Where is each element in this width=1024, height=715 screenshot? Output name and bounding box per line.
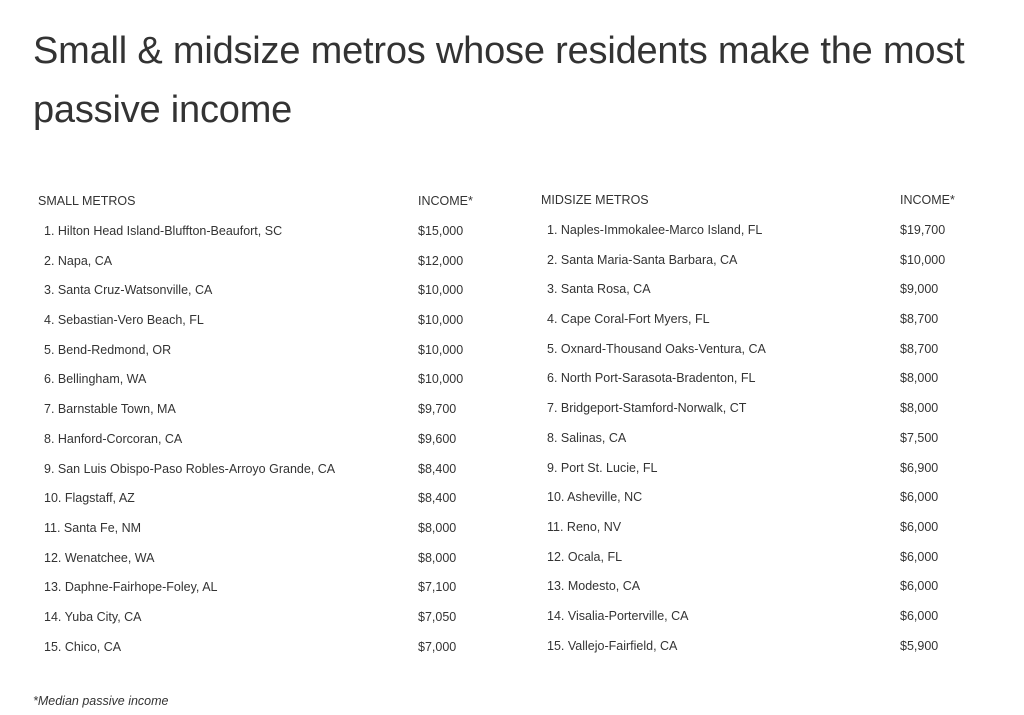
table-row xyxy=(541,602,1011,632)
income-value: $8,400 xyxy=(418,461,457,476)
table-row xyxy=(541,216,1011,246)
table-row xyxy=(541,424,1011,454)
income-value: $8,000 xyxy=(418,520,457,535)
table-row xyxy=(38,276,508,306)
column-header-income: INCOME* xyxy=(418,194,473,208)
metro-name: 10. Flagstaff, AZ xyxy=(44,491,135,506)
metro-name: 14. Visalia-Porterville, CA xyxy=(547,608,689,623)
midsize-metros-table xyxy=(541,186,1011,661)
table-row xyxy=(541,335,1011,365)
income-value: $15,000 xyxy=(418,224,464,238)
table-row xyxy=(541,454,1011,484)
income-value: $6,000 xyxy=(900,549,939,564)
income-value: $10,000 xyxy=(418,372,464,387)
income-value: $10,000 xyxy=(418,313,464,328)
table-row xyxy=(541,483,1011,513)
income-value: $7,050 xyxy=(418,609,457,624)
table-body xyxy=(38,217,508,662)
table-row xyxy=(38,455,508,485)
income-value: $19,700 xyxy=(900,223,946,237)
table-row xyxy=(541,394,1011,424)
income-value: $6,000 xyxy=(900,579,939,594)
table-header xyxy=(38,187,508,215)
metro-name: 3. Santa Cruz-Watsonville, CA xyxy=(44,283,213,298)
income-value: $7,100 xyxy=(418,580,457,595)
income-value: $6,900 xyxy=(900,460,939,475)
small-metros-table xyxy=(38,187,508,662)
metro-name: 2. Napa, CA xyxy=(44,253,113,268)
income-value: $12,000 xyxy=(418,253,464,268)
page-title: Small & midsize metros whose residents make the most passive income xyxy=(33,30,965,131)
table-row xyxy=(38,247,508,277)
metro-name: 7. Barnstable Town, MA xyxy=(44,402,176,417)
table-header xyxy=(541,186,1011,214)
table-row xyxy=(541,543,1011,573)
income-value: $8,000 xyxy=(900,371,939,386)
metro-name: 4. Cape Coral-Fort Myers, FL xyxy=(547,312,710,327)
table-row xyxy=(541,364,1011,394)
metro-name: 8. Salinas, CA xyxy=(547,430,627,445)
income-value: $5,900 xyxy=(900,638,939,653)
metro-name: 2. Santa Maria-Santa Barbara, CA xyxy=(547,252,738,267)
table-row xyxy=(38,544,508,574)
metro-name: 3. Santa Rosa, CA xyxy=(547,282,651,297)
metro-name: 7. Bridgeport-Stamford-Norwalk, CT xyxy=(547,401,747,416)
column-header-metro: MIDSIZE METROS xyxy=(541,193,649,207)
table-body xyxy=(541,216,1011,661)
table-row xyxy=(38,484,508,514)
metro-name: 8. Hanford-Corcoran, CA xyxy=(44,431,183,446)
table-row xyxy=(38,336,508,366)
table-row xyxy=(541,305,1011,335)
table-row xyxy=(38,395,508,425)
income-value: $9,700 xyxy=(418,402,457,417)
table-row xyxy=(38,217,508,247)
metro-name: 1. Naples-Immokalee-Marco Island, FL xyxy=(547,223,763,237)
metro-name: 9. San Luis Obispo-Paso Robles-Arroyo Grande, CA xyxy=(44,461,336,476)
table-row xyxy=(541,246,1011,276)
table-row xyxy=(38,633,508,663)
metro-name: 12. Wenatchee, WA xyxy=(44,550,155,565)
metro-name: 15. Vallejo-Fairfield, CA xyxy=(547,638,678,653)
metro-name: 6. Bellingham, WA xyxy=(44,372,147,387)
income-value: $8,000 xyxy=(900,401,939,416)
metro-name: 1. Hilton Head Island-Bluffton-Beaufort, SC xyxy=(44,224,283,238)
footnote: *Median passive income xyxy=(33,694,169,708)
table-row xyxy=(38,573,508,603)
metro-name: 11. Reno, NV xyxy=(547,519,622,534)
income-value: $6,000 xyxy=(900,519,939,534)
income-value: $8,700 xyxy=(900,341,939,356)
income-value: $6,000 xyxy=(900,608,939,623)
income-value: $10,000 xyxy=(900,252,946,267)
metro-name: 4. Sebastian-Vero Beach, FL xyxy=(44,313,204,328)
column-header-income: INCOME* xyxy=(900,193,955,207)
table-row xyxy=(38,514,508,544)
metro-name: 6. North Port-Sarasota-Bradenton, FL xyxy=(547,371,756,386)
income-value: $8,700 xyxy=(900,312,939,327)
metro-name: 14. Yuba City, CA xyxy=(44,609,142,624)
table-row xyxy=(38,306,508,336)
income-value: $9,000 xyxy=(900,282,939,297)
metro-name: 12. Ocala, FL xyxy=(547,549,623,564)
table-row xyxy=(541,275,1011,305)
metro-name: 5. Oxnard-Thousand Oaks-Ventura, CA xyxy=(547,341,766,356)
table-row xyxy=(38,365,508,395)
income-value: $8,400 xyxy=(418,491,457,506)
income-value: $6,000 xyxy=(900,490,939,505)
table-row xyxy=(541,632,1011,662)
metro-name: 13. Daphne-Fairhope-Foley, AL xyxy=(44,580,218,595)
table-row xyxy=(38,603,508,633)
income-value: $9,600 xyxy=(418,431,457,446)
table-row xyxy=(541,572,1011,602)
metro-name: 13. Modesto, CA xyxy=(547,579,641,594)
metro-name: 11. Santa Fe, NM xyxy=(44,520,142,535)
column-header-metro: SMALL METROS xyxy=(38,194,136,208)
income-value: $8,000 xyxy=(418,550,457,565)
metro-name: 9. Port St. Lucie, FL xyxy=(547,460,658,475)
table-row xyxy=(541,513,1011,543)
income-value: $7,500 xyxy=(900,430,939,445)
income-value: $10,000 xyxy=(418,342,464,357)
metro-name: 5. Bend-Redmond, OR xyxy=(44,342,172,357)
metro-name: 15. Chico, CA xyxy=(44,639,122,654)
income-value: $10,000 xyxy=(418,283,464,298)
table-row xyxy=(38,425,508,455)
income-value: $7,000 xyxy=(418,639,457,654)
metro-name: 10. Asheville, NC xyxy=(547,490,643,505)
